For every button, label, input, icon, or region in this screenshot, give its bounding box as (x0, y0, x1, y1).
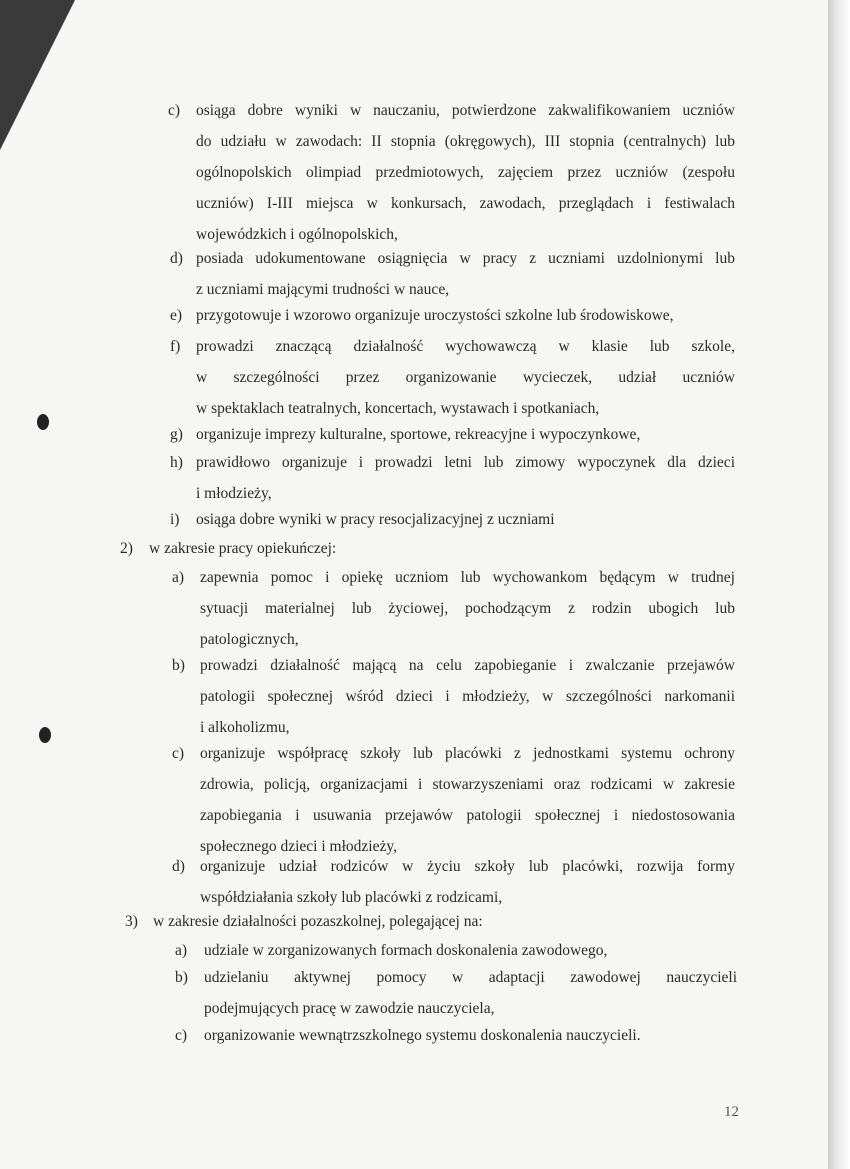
list-item (175, 962, 737, 1024)
list-marker: c) (168, 102, 181, 119)
text-line: patologicznych, (200, 631, 299, 648)
punch-hole (37, 414, 49, 430)
list-text (196, 447, 735, 509)
text-line: do udziału w zawodach: II stopnia (okręgowych), III stopnia (centralnych) lub (196, 133, 735, 150)
list-item (170, 300, 735, 331)
list-item (172, 851, 735, 913)
list-text (196, 243, 735, 305)
text-line: udziale w zorganizowanych formach doskonalenia zawodowego, (204, 942, 608, 959)
list-text (153, 906, 735, 937)
page-edge (828, 0, 850, 1169)
list-text (149, 533, 735, 564)
text-line: prawidłowo organizuje i prowadzi letni lub zimowy wypoczynek dla dzieci (196, 454, 735, 471)
list-marker: f) (170, 338, 181, 355)
list-item (170, 447, 735, 509)
text-line: udzielaniu aktywnej pomocy w adaptacji zawodowej nauczycieli (204, 969, 737, 986)
list-marker: a) (172, 569, 185, 586)
text-line: i alkoholizmu, (200, 719, 290, 736)
text-line: w zakresie działalności pozaszkolnej, polegającej na: (153, 913, 483, 930)
list-text (196, 300, 735, 331)
text-line: osiąga dobre wyniki w pracy resocjalizacyjnej z uczniami (196, 511, 555, 528)
text-line: podejmujących pracę w zawodzie nauczyciela, (204, 1000, 495, 1017)
list-item (170, 243, 735, 305)
list-text (200, 650, 735, 743)
list-marker: c) (172, 745, 185, 762)
text-line: z uczniami mającymi trudności w nauce, (196, 281, 450, 298)
text-line: w szczególności przez organizowanie wycieczek, udział uczniów (196, 369, 735, 386)
text-line: patologii społecznej wśród dzieci i młodzieży, w szczególności narkomanii (200, 688, 735, 705)
list-marker: b) (172, 657, 185, 674)
list-marker: i) (170, 511, 180, 528)
list-item (170, 504, 735, 535)
list-marker: c) (175, 1027, 188, 1044)
text-line: zapobiegania i usuwania przejawów patologii społecznej i niedostosowania (200, 807, 735, 824)
text-line: społecznego dzieci i młodzieży, (200, 838, 397, 855)
list-text (200, 738, 735, 862)
text-line: sytuacji materialnej lub życiowej, pochodzącym z rodzin ubogich lub (200, 600, 735, 617)
list-item (172, 562, 735, 655)
list-item (170, 331, 735, 424)
text-line: współdziałania szkoły lub placówki z rodzicami, (200, 889, 503, 906)
list-text (200, 851, 735, 913)
list-marker: d) (172, 858, 185, 875)
list-text (204, 962, 737, 1024)
list-item (168, 95, 735, 250)
list-marker: 3) (125, 913, 138, 930)
punch-hole (39, 727, 51, 743)
text-line: organizuje imprezy kulturalne, sportowe, rekreacyjne i wypoczynkowe, (196, 426, 641, 443)
text-line: w spektaklach teatralnych, koncertach, wystawach i spotkaniach, (196, 400, 600, 417)
list-text (204, 1020, 737, 1051)
list-text (196, 95, 735, 250)
text-line: prowadzi działalność mającą na celu zapobieganie i zwalczanie przejawów (200, 657, 735, 674)
list-item (172, 738, 735, 862)
list-marker: h) (170, 454, 183, 471)
list-item (125, 906, 735, 937)
text-line: ogólnopolskich olimpiad przedmiotowych, zajęciem przez uczniów (zespołu (196, 164, 735, 181)
list-marker: a) (175, 942, 188, 959)
list-marker: g) (170, 426, 183, 443)
text-line: w zakresie pracy opiekuńczej: (149, 540, 337, 557)
text-line: uczniów) I-III miejsca w konkursach, zawodach, przeglądach i festiwalach (196, 195, 735, 212)
list-item (170, 419, 735, 450)
text-line: organizuje współpracę szkoły lub placówki z jednostkami systemu ochrony (200, 745, 735, 762)
text-line: przygotowuje i wzorowo organizuje uroczystości szkolne lub środowiskowe, (196, 307, 674, 324)
list-marker: b) (175, 969, 188, 986)
list-text (196, 419, 735, 450)
text-line: zdrowia, policją, organizacjami i stowarzyszeniami oraz rodzicami w zakresie (200, 776, 735, 793)
text-line: osiąga dobre wyniki w nauczaniu, potwierdzone zakwalifikowaniem uczniów (196, 102, 735, 119)
list-marker: 2) (120, 540, 133, 557)
text-line: wojewódzkich i ogólnopolskich, (196, 226, 398, 243)
list-item (175, 1020, 737, 1051)
list-text (196, 331, 735, 424)
list-text (200, 562, 735, 655)
text-line: prowadzi znaczącą działalność wychowawczą w klasie lub szkole, (196, 338, 735, 355)
list-item (172, 650, 735, 743)
list-marker: d) (170, 250, 183, 267)
text-line: organizuje udział rodziców w życiu szkoły lub placówki, rozwija formy (200, 858, 735, 875)
text-line: zapewnia pomoc i opiekę uczniom lub wychowankom będącym w trudnej (200, 569, 735, 586)
list-marker: e) (170, 307, 183, 324)
text-line: posiada udokumentowane osiągnięcia w pracy z uczniami uzdolnionymi lub (196, 250, 735, 267)
text-line: i młodzieży, (196, 485, 272, 502)
list-item (120, 533, 735, 564)
list-text (196, 504, 735, 535)
text-line: organizowanie wewnątrzszkolnego systemu doskonalenia nauczycieli. (204, 1027, 641, 1044)
page-number: 12 (724, 1104, 739, 1120)
